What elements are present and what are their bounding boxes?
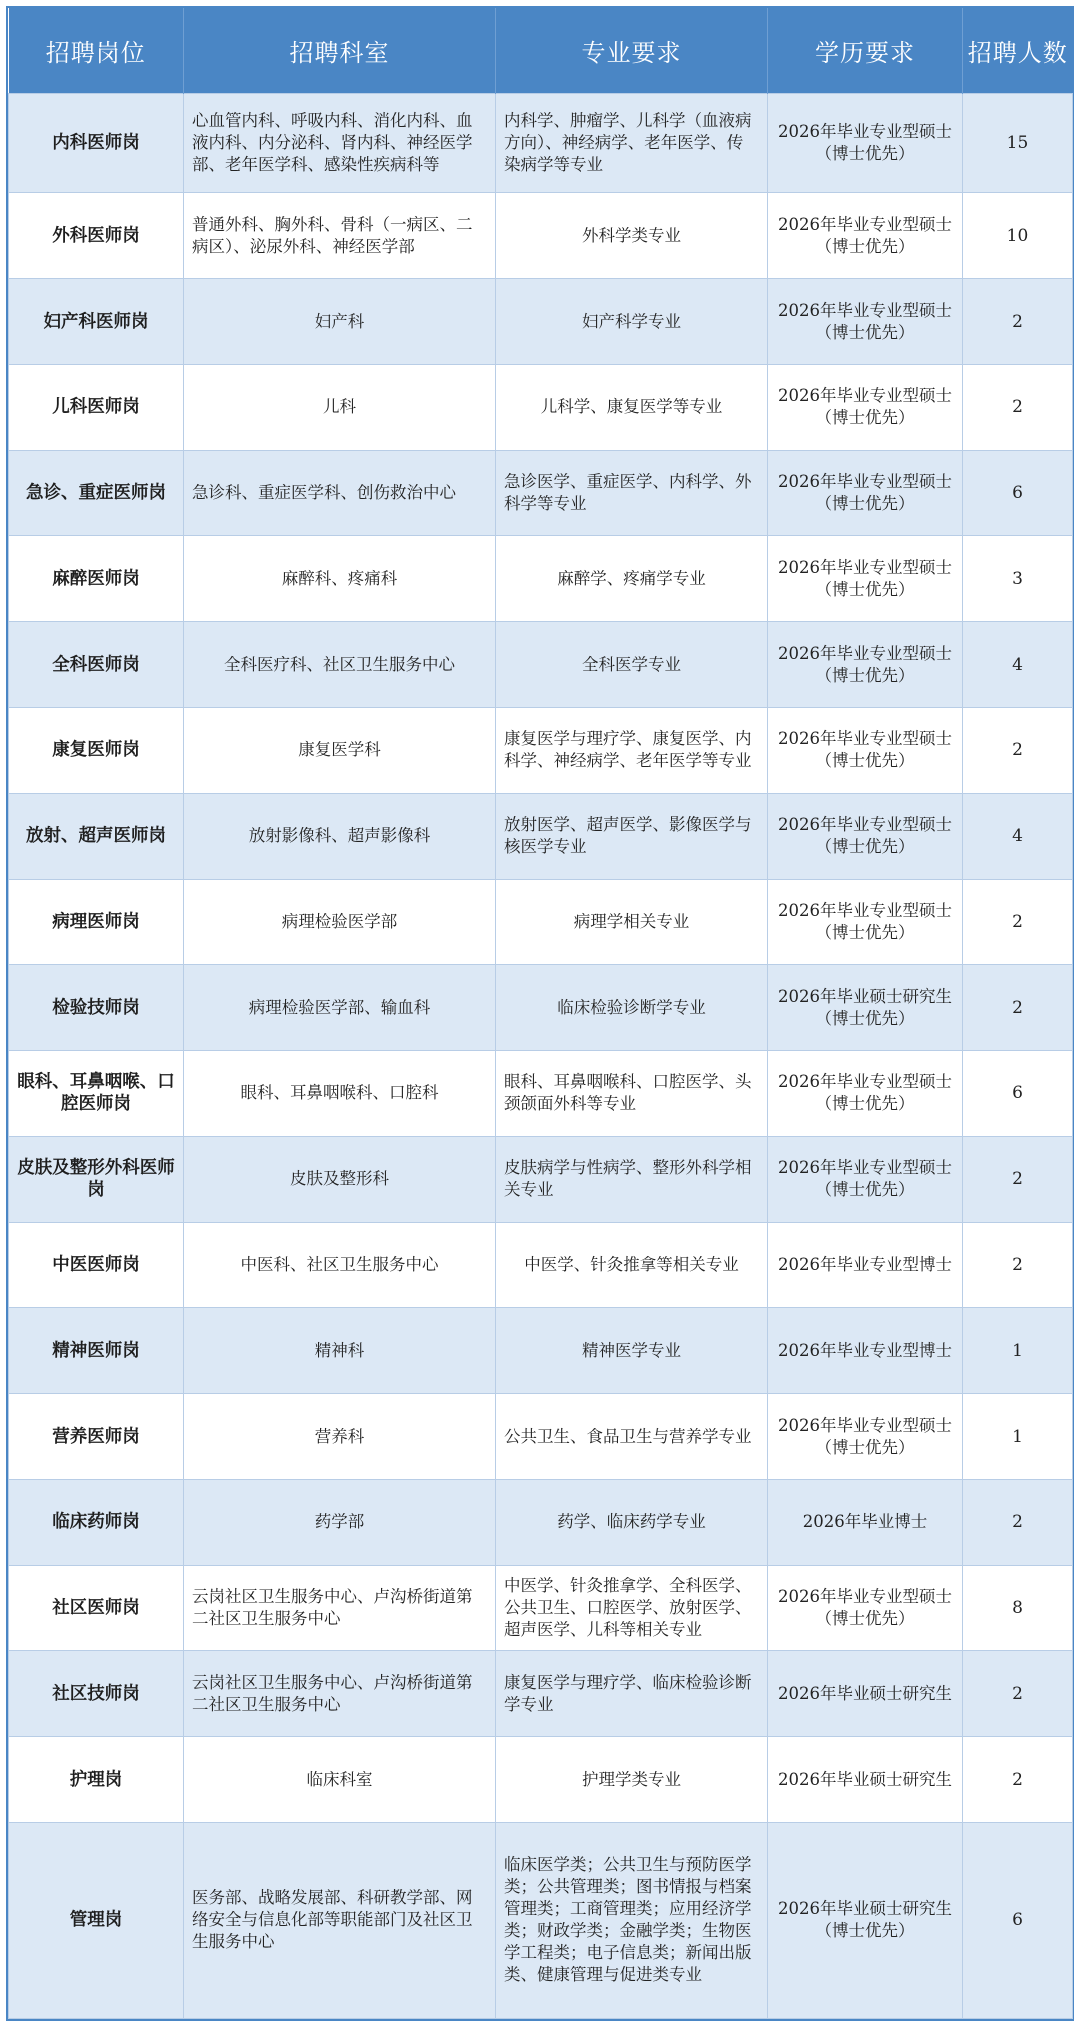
cell-major: 急诊医学、重症医学、内科学、外科学等专业 (496, 450, 768, 536)
cell-position: 急诊、重症医师岗 (9, 450, 184, 536)
cell-education: 2026年毕业专业型硕士（博士优先） (768, 1136, 963, 1222)
cell-department: 营养科 (184, 1394, 496, 1480)
cell-education: 2026年毕业专业型硕士（博士优先） (768, 879, 963, 965)
table-row (9, 622, 1073, 708)
cell-count: 8 (963, 1565, 1073, 1651)
cell-count: 1 (963, 1394, 1073, 1480)
table-row (9, 93, 1073, 193)
cell-count: 6 (963, 1822, 1073, 2018)
cell-education: 2026年毕业专业型硕士（博士优先） (768, 450, 963, 536)
cell-education: 2026年毕业硕士研究生（博士优先） (768, 1822, 963, 2018)
table-row (9, 1136, 1073, 1222)
cell-department: 病理检验医学部、输血科 (184, 965, 496, 1051)
cell-major: 麻醉学、疼痛学专业 (496, 536, 768, 622)
cell-department: 医务部、战略发展部、科研教学部、网络安全与信息化部等职能部门及社区卫生服务中心 (184, 1822, 496, 2018)
cell-position: 临床药师岗 (9, 1479, 184, 1565)
cell-major: 精神医学专业 (496, 1308, 768, 1394)
cell-major: 临床检验诊断学专业 (496, 965, 768, 1051)
cell-department: 眼科、耳鼻咽喉科、口腔科 (184, 1051, 496, 1137)
cell-position: 社区技师岗 (9, 1651, 184, 1737)
table-row (9, 793, 1073, 879)
cell-department: 皮肤及整形科 (184, 1136, 496, 1222)
recruitment-table (8, 8, 1073, 2019)
table-row (9, 1479, 1073, 1565)
cell-education: 2026年毕业专业型硕士（博士优先） (768, 1394, 963, 1480)
cell-count: 2 (963, 1136, 1073, 1222)
cell-position: 营养医师岗 (9, 1394, 184, 1480)
header-department: 招聘科室 (184, 8, 496, 93)
cell-department: 儿科 (184, 364, 496, 450)
cell-education: 2026年毕业专业型硕士（博士优先） (768, 536, 963, 622)
cell-count: 2 (963, 1737, 1073, 1823)
header-education: 学历要求 (768, 8, 963, 93)
cell-position: 管理岗 (9, 1822, 184, 2018)
table-row (9, 364, 1073, 450)
cell-department: 云岗社区卫生服务中心、卢沟桥街道第二社区卫生服务中心 (184, 1651, 496, 1737)
cell-department: 云岗社区卫生服务中心、卢沟桥街道第二社区卫生服务中心 (184, 1565, 496, 1651)
cell-education: 2026年毕业专业型硕士（博士优先） (768, 364, 963, 450)
cell-count: 2 (963, 965, 1073, 1051)
cell-count: 10 (963, 193, 1073, 279)
table-row (9, 450, 1073, 536)
cell-major: 内科学、肿瘤学、儿科学（血液病方向）、神经病学、老年医学、传染病学等专业 (496, 93, 768, 193)
table-body (9, 93, 1073, 2019)
cell-department: 精神科 (184, 1308, 496, 1394)
cell-position: 康复医师岗 (9, 708, 184, 794)
table-header-row (9, 8, 1073, 93)
table-row (9, 1651, 1073, 1737)
cell-major: 皮肤病学与性病学、整形外科学相关专业 (496, 1136, 768, 1222)
table-row (9, 1737, 1073, 1823)
cell-position: 中医医师岗 (9, 1222, 184, 1308)
cell-education: 2026年毕业专业型博士 (768, 1222, 963, 1308)
cell-position: 护理岗 (9, 1737, 184, 1823)
cell-count: 2 (963, 1651, 1073, 1737)
cell-department: 临床科室 (184, 1737, 496, 1823)
table-row (9, 1394, 1073, 1480)
header-count: 招聘人数 (963, 8, 1073, 93)
cell-major: 康复医学与理疗学、康复医学、内科学、神经病学、老年医学等专业 (496, 708, 768, 794)
table-row (9, 279, 1073, 365)
cell-major: 康复医学与理疗学、临床检验诊断学专业 (496, 1651, 768, 1737)
cell-major: 中医学、针灸推拿等相关专业 (496, 1222, 768, 1308)
cell-major: 外科学类专业 (496, 193, 768, 279)
cell-education: 2026年毕业专业型硕士（博士优先） (768, 708, 963, 794)
cell-count: 2 (963, 279, 1073, 365)
cell-department: 妇产科 (184, 279, 496, 365)
cell-education: 2026年毕业专业型硕士（博士优先） (768, 93, 963, 193)
cell-position: 妇产科医师岗 (9, 279, 184, 365)
cell-major: 妇产科学专业 (496, 279, 768, 365)
cell-education: 2026年毕业专业型博士 (768, 1308, 963, 1394)
cell-major: 眼科、耳鼻咽喉科、口腔医学、头颈颌面外科等专业 (496, 1051, 768, 1137)
table-row (9, 193, 1073, 279)
header-major: 专业要求 (496, 8, 768, 93)
cell-department: 普通外科、胸外科、骨科（一病区、二病区）、泌尿外科、神经医学部 (184, 193, 496, 279)
cell-major: 儿科学、康复医学等专业 (496, 364, 768, 450)
cell-position: 儿科医师岗 (9, 364, 184, 450)
cell-major: 全科医学专业 (496, 622, 768, 708)
cell-position: 精神医师岗 (9, 1308, 184, 1394)
cell-education: 2026年毕业硕士研究生 (768, 1737, 963, 1823)
table-row (9, 1308, 1073, 1394)
cell-department: 全科医疗科、社区卫生服务中心 (184, 622, 496, 708)
cell-position: 全科医师岗 (9, 622, 184, 708)
cell-major: 护理学类专业 (496, 1737, 768, 1823)
table-row (9, 1822, 1073, 2018)
table-row (9, 965, 1073, 1051)
table-row (9, 1222, 1073, 1308)
cell-count: 2 (963, 1222, 1073, 1308)
cell-department: 康复医学科 (184, 708, 496, 794)
cell-count: 15 (963, 93, 1073, 193)
table-row (9, 536, 1073, 622)
cell-count: 6 (963, 1051, 1073, 1137)
cell-education: 2026年毕业博士 (768, 1479, 963, 1565)
cell-department: 病理检验医学部 (184, 879, 496, 965)
cell-position: 病理医师岗 (9, 879, 184, 965)
cell-major: 药学、临床药学专业 (496, 1479, 768, 1565)
cell-major: 中医学、针灸推拿学、全科医学、公共卫生、口腔医学、放射医学、超声医学、儿科等相关专业 (496, 1565, 768, 1651)
cell-education: 2026年毕业专业型硕士（博士优先） (768, 793, 963, 879)
cell-education: 2026年毕业专业型硕士（博士优先） (768, 1051, 963, 1137)
cell-position: 麻醉医师岗 (9, 536, 184, 622)
cell-position: 眼科、耳鼻咽喉、口腔医师岗 (9, 1051, 184, 1137)
table-row (9, 879, 1073, 965)
cell-position: 检验技师岗 (9, 965, 184, 1051)
cell-education: 2026年毕业专业型硕士（博士优先） (768, 622, 963, 708)
cell-department: 药学部 (184, 1479, 496, 1565)
cell-count: 2 (963, 708, 1073, 794)
cell-major: 病理学相关专业 (496, 879, 768, 965)
cell-count: 2 (963, 1479, 1073, 1565)
cell-count: 1 (963, 1308, 1073, 1394)
cell-count: 4 (963, 793, 1073, 879)
cell-position: 社区医师岗 (9, 1565, 184, 1651)
cell-count: 4 (963, 622, 1073, 708)
recruitment-table-frame (6, 6, 1074, 2021)
table-row (9, 708, 1073, 794)
cell-education: 2026年毕业专业型硕士（博士优先） (768, 1565, 963, 1651)
cell-education: 2026年毕业专业型硕士（博士优先） (768, 193, 963, 279)
cell-position: 内科医师岗 (9, 93, 184, 193)
cell-position: 皮肤及整形外科医师岗 (9, 1136, 184, 1222)
header-position: 招聘岗位 (9, 8, 184, 93)
cell-education: 2026年毕业硕士研究生（博士优先） (768, 965, 963, 1051)
table-row (9, 1051, 1073, 1137)
cell-education: 2026年毕业专业型硕士（博士优先） (768, 279, 963, 365)
cell-department: 急诊科、重症医学科、创伤救治中心 (184, 450, 496, 536)
table-row (9, 1565, 1073, 1651)
cell-department: 麻醉科、疼痛科 (184, 536, 496, 622)
cell-department: 中医科、社区卫生服务中心 (184, 1222, 496, 1308)
cell-major: 放射医学、超声医学、影像医学与核医学专业 (496, 793, 768, 879)
cell-education: 2026年毕业硕士研究生 (768, 1651, 963, 1737)
cell-department: 放射影像科、超声影像科 (184, 793, 496, 879)
cell-department: 心血管内科、呼吸内科、消化内科、血液内科、内分泌科、肾内科、神经医学部、老年医学科、感染性疾病科等 (184, 93, 496, 193)
cell-count: 2 (963, 879, 1073, 965)
cell-count: 3 (963, 536, 1073, 622)
cell-major: 公共卫生、食品卫生与营养学专业 (496, 1394, 768, 1480)
cell-count: 2 (963, 364, 1073, 450)
cell-count: 6 (963, 450, 1073, 536)
cell-major: 临床医学类；公共卫生与预防医学类；公共管理类；图书情报与档案管理类；工商管理类；应用经济学类；财政学类；金融学类；生物医学工程类；电子信息类；新闻出版类、健康管理与促进类专业 (496, 1822, 768, 2018)
cell-position: 放射、超声医师岗 (9, 793, 184, 879)
cell-position: 外科医师岗 (9, 193, 184, 279)
